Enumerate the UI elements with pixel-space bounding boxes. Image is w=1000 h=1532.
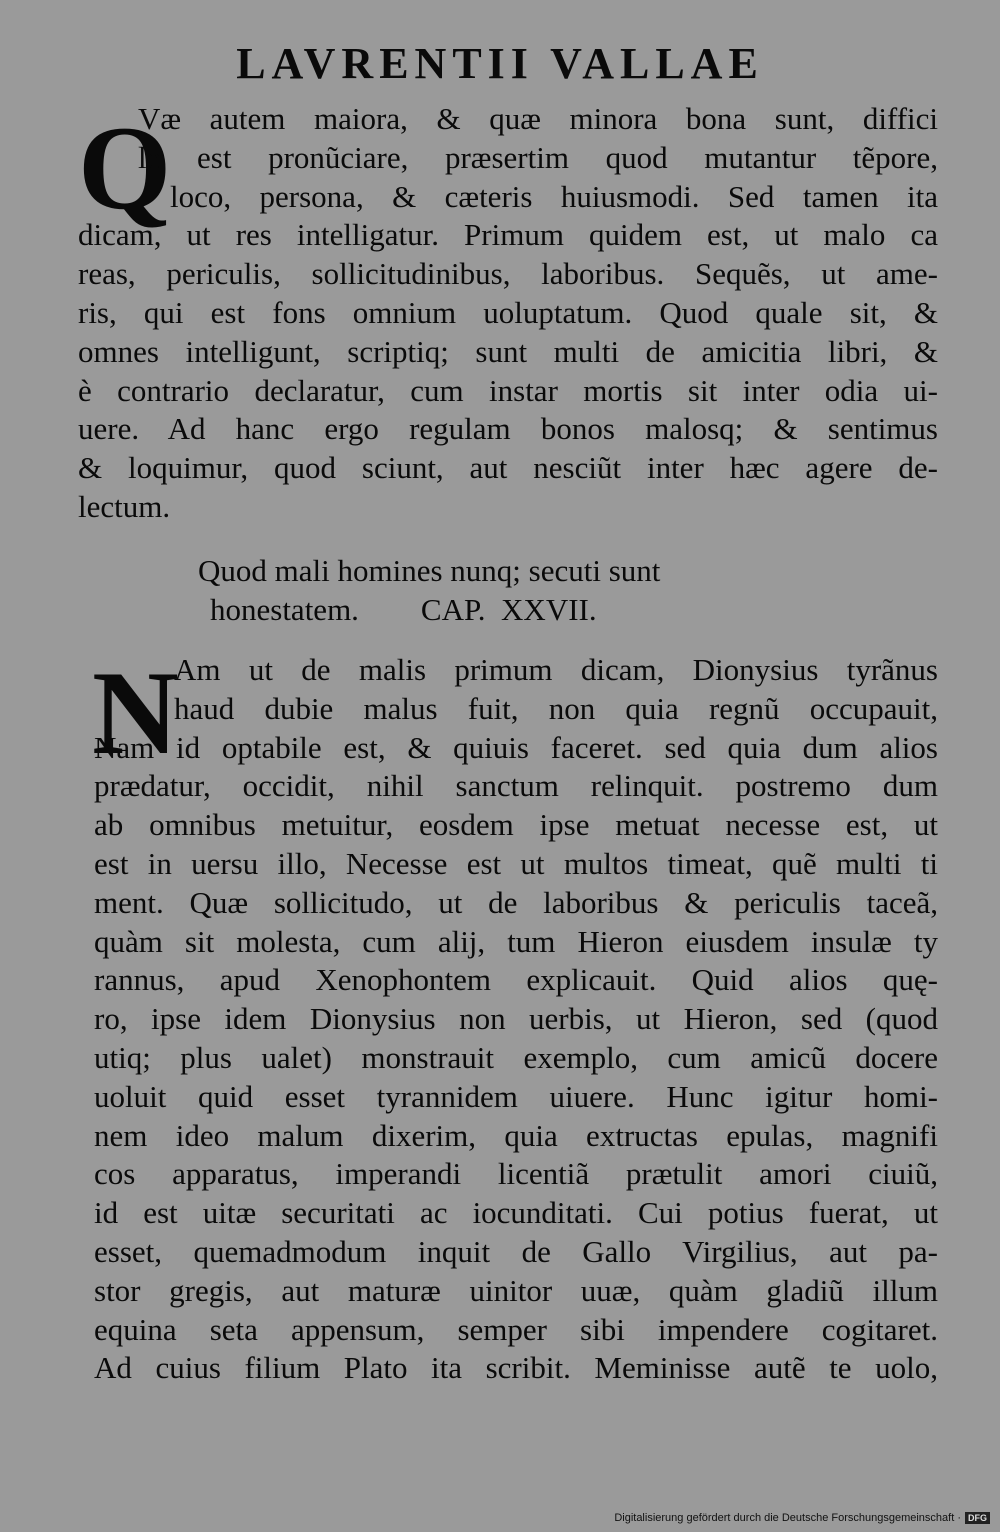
- text-line: rannus, apud Xenophontem explicauit. Quid alios quę-: [94, 962, 938, 998]
- dfg-logo-icon: DFG: [965, 1512, 990, 1524]
- text-line: uoluit quid esset tyrannidem uiuere. Hunc igitur homi-: [94, 1078, 938, 1114]
- text-line: reas, periculis, sollicitudinibus, laboribus. Sequẽs, ut ame-: [78, 256, 938, 292]
- text-line: stor gregis, aut maturæ uinitor uuæ, quàm gladiũ illum: [94, 1272, 938, 1308]
- text-line: Ad cuius filium Plato ita scribit. Meminisse autẽ te uolo,: [94, 1350, 938, 1386]
- text-line: equina seta appensum, semper sibi impendere cogitaret.: [94, 1311, 938, 1347]
- paragraph-1: [78, 100, 938, 527]
- text-line: omnes intelligunt, scriptiq; sunt multi de amicitia libri, &: [78, 333, 938, 369]
- text-line: quàm sit molesta, cum alij, tum Hieron eiusdem insulæ ty: [94, 923, 938, 959]
- text-line: haud dubie malus fuit, non quia regnũ occupauit,: [174, 690, 938, 726]
- text-line: id est uitæ securitati ac iocunditati. Cui potius fuerat, ut: [94, 1195, 938, 1231]
- text-line: ris, qui est fons omnium uoluptatum. Quod quale sit, &: [78, 294, 938, 330]
- text-line: ro, ipse idem Dionysius non uerbis, ut Hieron, sed (quod: [94, 1001, 938, 1037]
- text-line: ab omnibus metuitur, eosdem ipse metuat necesse est, ut: [94, 807, 938, 843]
- heading-line: honestatem. CAP. XXVII.: [210, 591, 597, 627]
- chapter-heading: [198, 552, 778, 630]
- text-line: lectum.: [78, 488, 171, 524]
- text-line: ment. Quæ sollicitudo, ut de laboribus & periculis taceã,: [94, 884, 938, 920]
- text-line: dicam, ut res intelligatur. Primum quidem est, ut malo ca: [78, 217, 938, 253]
- text-line: le est pronũciare, præsertim quod mutantur tẽpore,: [138, 139, 938, 175]
- dropcap-q: Q: [78, 101, 172, 234]
- text-line: Nam id optabile est, & quiuis faceret. sed quia dum alios: [94, 729, 938, 765]
- credit-text: Digitalisierung gefördert durch die Deutsche Forschungsgemeinschaft ·: [614, 1512, 961, 1524]
- text-line: cos apparatus, imperandi licentiã prætulit amori ciuiũ,: [94, 1156, 938, 1192]
- text-line: nem ideo malum dixerim, quia extructas epulas, magnifi: [94, 1117, 938, 1153]
- text-line: prædatur, occidit, nihil sanctum relinquit. postremo dum: [94, 768, 938, 804]
- dropcap-n: N: [92, 646, 179, 779]
- text-line: & loquimur, quod sciunt, aut nesciũt inter hæc agere de-: [78, 450, 938, 486]
- text-line: est in uersu illo, Necesse est ut multos timeat, quẽ multi ti: [94, 845, 938, 881]
- text-line: è contrario declaratur, cum instar mortis sit inter odia ui-: [78, 372, 938, 408]
- text-line: Am ut de malis primum dicam, Dionysius tyrãnus: [174, 652, 938, 687]
- digitization-credit: [614, 1512, 990, 1524]
- heading-line: Quod mali homines nunq; secuti sunt: [198, 553, 661, 588]
- text-line: utiq; plus ualet) monstrauit exemplo, cum amicũ docere: [94, 1039, 938, 1075]
- running-head: LAVRENTII VALLAE: [236, 39, 764, 88]
- text-line: loco, persona, & cæteris huiusmodi. Sed tamen ita: [170, 178, 938, 214]
- paragraph-2: [78, 646, 938, 1388]
- text-line: uere. Ad hanc ergo regulam bonos malosq; & sentimus: [78, 411, 938, 447]
- text-line: Væ autem maiora, & quæ minora bona sunt, diffici: [138, 101, 938, 136]
- text-line: esset, quemadmodum inquit de Gallo Virgilius, aut pa-: [94, 1233, 938, 1269]
